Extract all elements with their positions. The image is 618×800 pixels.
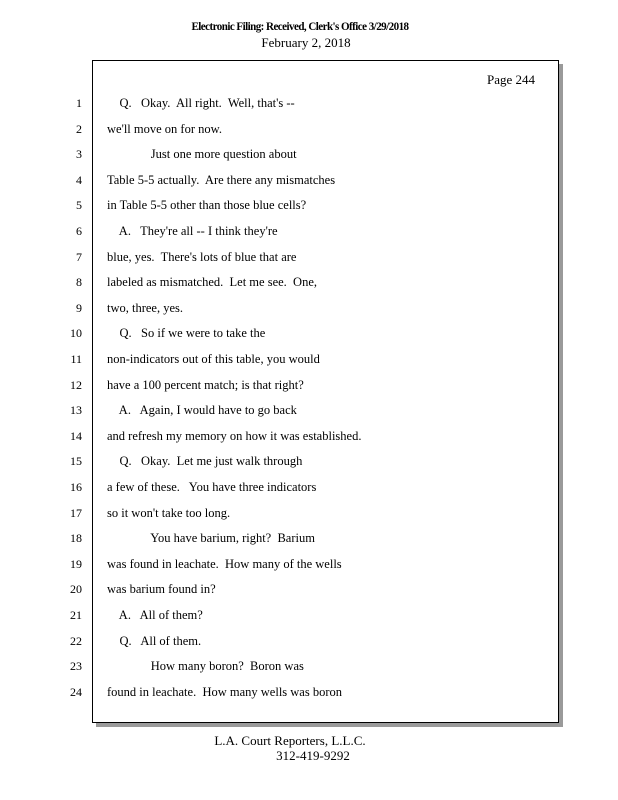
line-text: and refresh my memory on how it was established. [107,429,362,443]
line-text: Q. Okay. All right. Well, that's -- [107,96,295,110]
line-text: was barium found in? [107,582,216,596]
court-reporter-name: L.A. Court Reporters, L.L.C. [214,733,366,748]
line-text: found in leachate. How many wells was boron [107,685,343,699]
line-number: 23 [70,659,82,673]
line-number: 15 [70,454,82,468]
line-text: A. All of them? [107,608,203,622]
line-text: blue, yes. There's lots of blue that are [107,250,297,264]
line-number: 2 [76,122,82,136]
court-reporter-phone: 312-419-9292 [276,748,350,763]
line-number: 8 [76,275,82,289]
line-text: labeled as mismatched. Let me see. One, [107,275,317,289]
line-text: was found in leachate. How many of the wells [107,557,342,571]
line-number: 14 [70,429,82,443]
line-number: 3 [76,147,82,161]
line-number: 22 [70,634,82,648]
line-text: How many boron? Boron was [107,659,304,673]
line-number: 18 [70,531,82,545]
line-number: 5 [76,198,82,212]
line-number: 17 [70,506,82,520]
line-number: 11 [70,352,82,366]
line-text: we'll move on for now. [107,122,222,136]
line-text: Just one more question about [107,147,297,161]
filing-stamp: Electronic Filing: Received, Clerk's Office 3/29/2018 [191,19,409,33]
line-text: two, three, yes. [107,301,184,315]
line-text: A. They're all -- I think they're [107,224,278,238]
line-text: Q. All of them. [107,634,202,648]
line-number: 20 [70,582,82,596]
line-number: 24 [70,685,82,699]
line-text: in Table 5-5 other than those blue cells? [107,198,307,212]
page-number: Page 244 [486,72,535,87]
line-number: 4 [76,173,82,187]
line-number: 10 [70,326,82,340]
line-number: 9 [76,301,82,315]
line-number: 12 [70,378,82,392]
line-number: 1 [76,96,82,110]
line-number: 21 [70,608,82,622]
line-text: Table 5-5 actually. Are there any mismatches [107,173,336,187]
line-text: Q. So if we were to take the [107,326,266,340]
line-text: A. Again, I would have to go back [107,403,297,417]
line-text: so it won't take too long. [107,506,231,520]
document-date: February 2, 2018 [261,35,351,50]
line-text: a few of these. You have three indicators [107,480,317,494]
line-text: You have barium, right? Barium [107,531,315,545]
line-text: non-indicators out of this table, you would [107,352,320,366]
line-number: 13 [70,403,82,417]
line-number: 7 [76,250,82,264]
line-number: 6 [76,224,82,238]
line-text: Q. Okay. Let me just walk through [107,454,303,468]
line-number: 19 [70,557,82,571]
line-number: 16 [70,480,82,494]
line-text: have a 100 percent match; is that right? [107,378,304,392]
